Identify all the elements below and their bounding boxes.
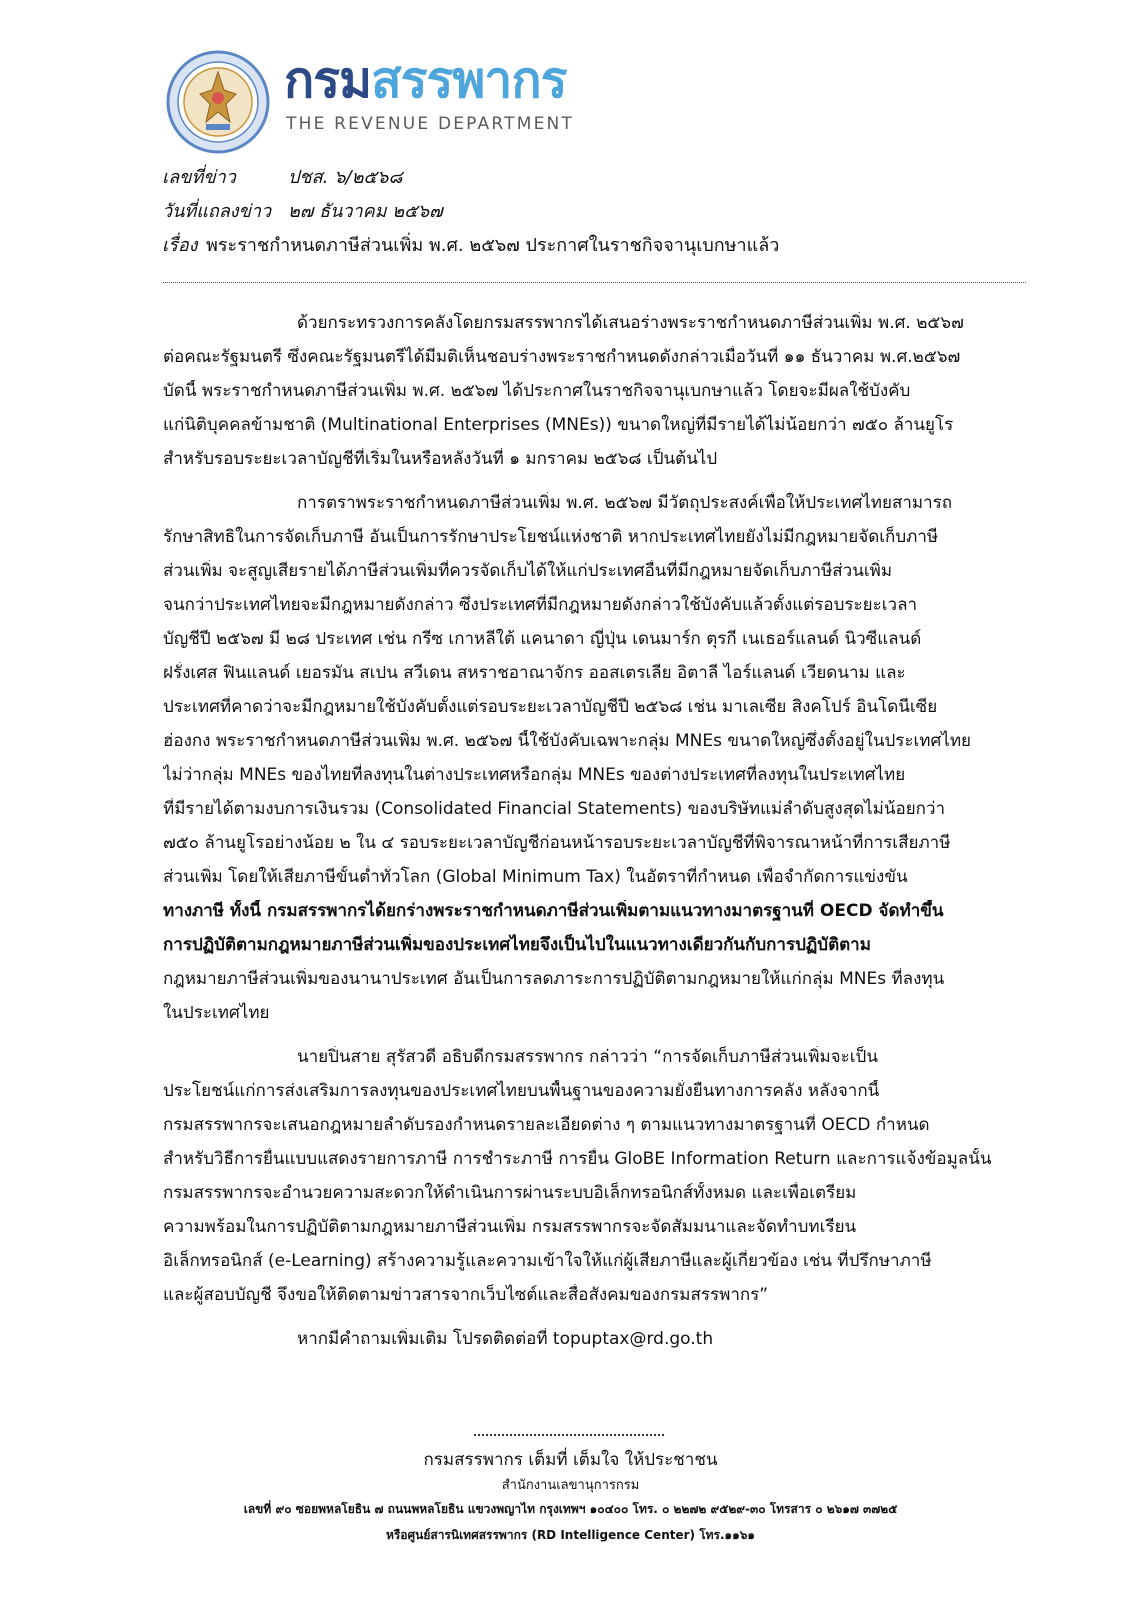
paragraph-2-line: ส่วนเพิ่ม โดยให้เสียภาษีขั้นต่ำทั่วโลก (Global Minimum Tax) ในอัตราที่กำหนด เพื่อจำกัดการแข่งขัน (163, 867, 908, 887)
paragraph-1-line: แก่นิติบุคคลข้ามชาติ (Multinational Enterprises (MNEs)) ขนาดใหญ่ที่มีรายได้ไม่น้อยกว่า ๗๕๐ ล้านยูโร (163, 415, 954, 435)
brand-thai-part2: สรรพากร (371, 51, 567, 109)
paragraph-2-line: ฝรั่งเศส ฟินแลนด์ เยอรมัน สเปน สวีเดน สหราชอาณาจักร ออสเตรเลีย อิตาลี ไอร์แลนด์ เวียดนาม และ (163, 663, 906, 683)
paragraph-3-line: นายปิ่นสาย สุรัสวดี อธิบดีกรมสรรพากร กล่าวว่า “การจัดเก็บภาษีส่วนเพิ่มจะเป็น (297, 1047, 878, 1067)
release-date-label: วันที่แถลงข่าว (162, 201, 272, 222)
brand-thai-wordmark (284, 52, 567, 108)
footer-slogan: กรมสรรพากร เต็มที่ เต็มใจ ให้ประชาชน (423, 1450, 718, 1470)
footer-info-center: หรือศูนย์สารนิเทศสรรพากร (RD Intelligence Center) โทร.๑๑๖๑ (385, 1528, 756, 1542)
revenue-department-seal (166, 50, 270, 154)
paragraph-3-line: ความพร้อมในการปฏิบัติตามกฎหมายภาษีส่วนเพิ่ม กรมสรรพากรจะจัดสัมมนาและจัดทำบทเรียน (163, 1217, 857, 1237)
release-date-row (162, 200, 443, 224)
brand-english-name: THE REVENUE DEPARTMENT (286, 114, 575, 134)
paragraph-3-line: กรมสรรพากรจะอำนวยความสะดวกให้ดำเนินการผ่านระบบอิเล็กทรอนิกส์ทั้งหมด และเพื่อเตรียม (163, 1183, 857, 1203)
paragraph-3-line: ประโยชน์แก่การส่งเสริมการลงทุนของประเทศไทยบนพื้นฐานของความยั่งยืนทางการคลัง หลังจากนี้ (163, 1081, 880, 1101)
paragraph-2-line: ไม่ว่ากลุ่ม MNEs ของไทยที่ลงทุนในต่างประเทศหรือกลุ่ม MNEs ของต่างประเทศที่ลงทุนในประเทศไทย (163, 765, 906, 785)
footer-office: สำนักงานเลขานุการกรม (501, 1478, 640, 1493)
subject-row (162, 234, 780, 258)
paragraph-2-line: จนกว่าประเทศไทยจะมีกฎหมายดังกล่าว ซึ่งประเทศที่มีกฎหมายดังกล่าวใช้บังคับแล้วตั้งแต่รอบระยะเวลา (163, 595, 918, 615)
paragraph-2-line: ๗๕๐ ล้านยูโรอย่างน้อย ๒ ใน ๔ รอบระยะเวลาบัญชีก่อนหน้ารอบระยะเวลาบัญชีที่พิจารณาหน้าที่การเสียภาษี (163, 833, 951, 853)
paragraph-2-line: ที่มีรายได้ตามงบการเงินรวม (Consolidated Financial Statements) ของบริษัทแม่ลำดับสูงสุดไม่น้อยกว่า (163, 799, 946, 819)
paragraph-3-line: อิเล็กทรอนิกส์ (e-Learning) สร้างความรู้และความเข้าใจให้แก่ผู้เสียภาษีและผู้เกี่ยวข้อง เช่น ที่ปรึกษาภาษี (163, 1251, 932, 1271)
subject-value: พระราชกำหนดภาษีส่วนเพิ่ม พ.ศ. ๒๕๖๗ ประกาศในราชกิจจานุเบกษาแล้ว (206, 235, 780, 256)
paragraph-2-line: บัญชีปี ๒๕๖๗ มี ๒๘ ประเทศ เช่น กรีซ เกาหลีใต้ แคนาดา ญี่ปุ่น เดนมาร์ก ตุรกี เนเธอร์แลนด์ นิวซีแลนด์ (163, 629, 922, 649)
news-number-row (162, 166, 403, 190)
paragraph-2-line: ฮ่องกง พระราชกำหนดภาษีส่วนเพิ่ม พ.ศ. ๒๕๖๗ นี้ใช้บังคับเฉพาะกลุ่ม MNEs ขนาดใหญ่ซึ่งตั้งอยู่ในประเทศไทย (163, 731, 972, 751)
paragraph-2-line: ส่วนเพิ่ม จะสูญเสียรายได้ภาษีส่วนเพิ่มที่ควรจัดเก็บได้ให้แก่ประเทศอื่นที่มีกฎหมายจัดเก็บภาษีส่วนเพิ่ม (163, 561, 893, 581)
paragraph-2-line: การตราพระราชกำหนดภาษีส่วนเพิ่ม พ.ศ. ๒๕๖๗ มีวัตถุประสงค์เพื่อให้ประเทศไทยสามารถ (297, 493, 953, 513)
paragraph-2-line: ประเทศที่คาดว่าจะมีกฎหมายใช้บังคับตั้งแต่รอบระยะเวลาบัญชีปี ๒๕๖๘ เช่น มาเลเซีย สิงคโปร์ อินโดนีเซีย (163, 697, 938, 717)
paragraph-1-line: บัดนี้ พระราชกำหนดภาษีส่วนเพิ่ม พ.ศ. ๒๕๖๗ ได้ประกาศในราชกิจจานุเบกษาแล้ว โดยจะมีผลใช้บังคับ (163, 381, 911, 401)
footer-address: เลขที่ ๙๐ ซอยพหลโยธิน ๗ ถนนพหลโยธิน แขวงพญาไท กรุงเทพฯ ๑๐๔๐๐ โทร. ๐ ๒๒๗๒ ๙๕๒๙-๓๐ โทรสาร ๐ ๒๖๑๗ ๓๗๒๕ (243, 1502, 898, 1516)
footer-dotted-separator (474, 1434, 664, 1436)
paragraph-2-line: ในประเทศไทย (163, 1003, 270, 1023)
paragraph-1-line: ด้วยกระทรวงการคลังโดยกรมสรรพากรได้เสนอร่างพระราชกำหนดภาษีส่วนเพิ่ม พ.ศ. ๒๕๖๗ (297, 313, 964, 333)
paragraph-2-line: การปฏิบัติตามกฎหมายภาษีส่วนเพิ่มของประเทศไทยจึงเป็นไปในแนวทางเดียวกันกับการปฏิบัติตาม (163, 935, 871, 955)
paragraph-3-line: และผู้สอบบัญชี จึงขอให้ติดตามข่าวสารจากเว็บไซต์และสื่อสังคมของกรมสรรพากร” (163, 1285, 769, 1305)
paragraph-3-line: สำหรับวิธีการยื่นแบบแสดงรายการภาษี การชำระภาษี การยื่น GloBE Information Return และการแจ้งข้อมูลนั้น (163, 1149, 992, 1169)
paragraph-3-line: กรมสรรพากรจะเสนอกฎหมายลำดับรองกำหนดรายละเอียดต่าง ๆ ตามแนวทางมาตรฐานที่ OECD กำหนด (163, 1115, 930, 1135)
release-date-value: ๒๗ ธันวาคม ๒๕๖๗ (288, 201, 443, 222)
contact-line: หากมีคำถามเพิ่มเติม โปรดติดต่อที่ topuptax@rd.go.th (297, 1329, 714, 1349)
separator-dotted-line (163, 282, 1026, 283)
news-number-label: เลขที่ข่าว (162, 167, 236, 188)
paragraph-1-line: ต่อคณะรัฐมนตรี ซึ่งคณะรัฐมนตรีได้มีมติเห็นชอบร่างพระราชกำหนดดังกล่าวเมื่อวันที่ ๑๑ ธันวาคม พ.ศ.๒๕๖๗ (163, 347, 961, 367)
paragraph-2-line: กฎหมายภาษีส่วนเพิ่มของนานาประเทศ อันเป็นการลดภาระการปฏิบัติตามกฎหมายให้แก่กลุ่ม MNEs ที่ลงทุน (163, 969, 945, 989)
subject-label: เรื่อง (162, 235, 198, 256)
paragraph-1-line: สำหรับรอบระยะเวลาบัญชีที่เริ่มในหรือหลังวันที่ ๑ มกราคม ๒๕๖๘ เป็นต้นไป (163, 449, 718, 469)
brand-thai-part1: กรม (284, 51, 372, 109)
paragraph-2-line: ทางภาษี ทั้งนี้ กรมสรรพากรได้ยกร่างพระราชกำหนดภาษีส่วนเพิ่มตามแนวทางมาตรฐานที่ OECD จัดทำขึ้น (163, 901, 944, 921)
paragraph-2-line: รักษาสิทธิในการจัดเก็บภาษี อันเป็นการรักษาประโยชน์แห่งชาติ หากประเทศไทยยังไม่มีกฎหมายจัดเก็บภาษี (163, 527, 939, 547)
news-number-value: ปชส. ๖/๒๕๖๘ (288, 167, 403, 188)
